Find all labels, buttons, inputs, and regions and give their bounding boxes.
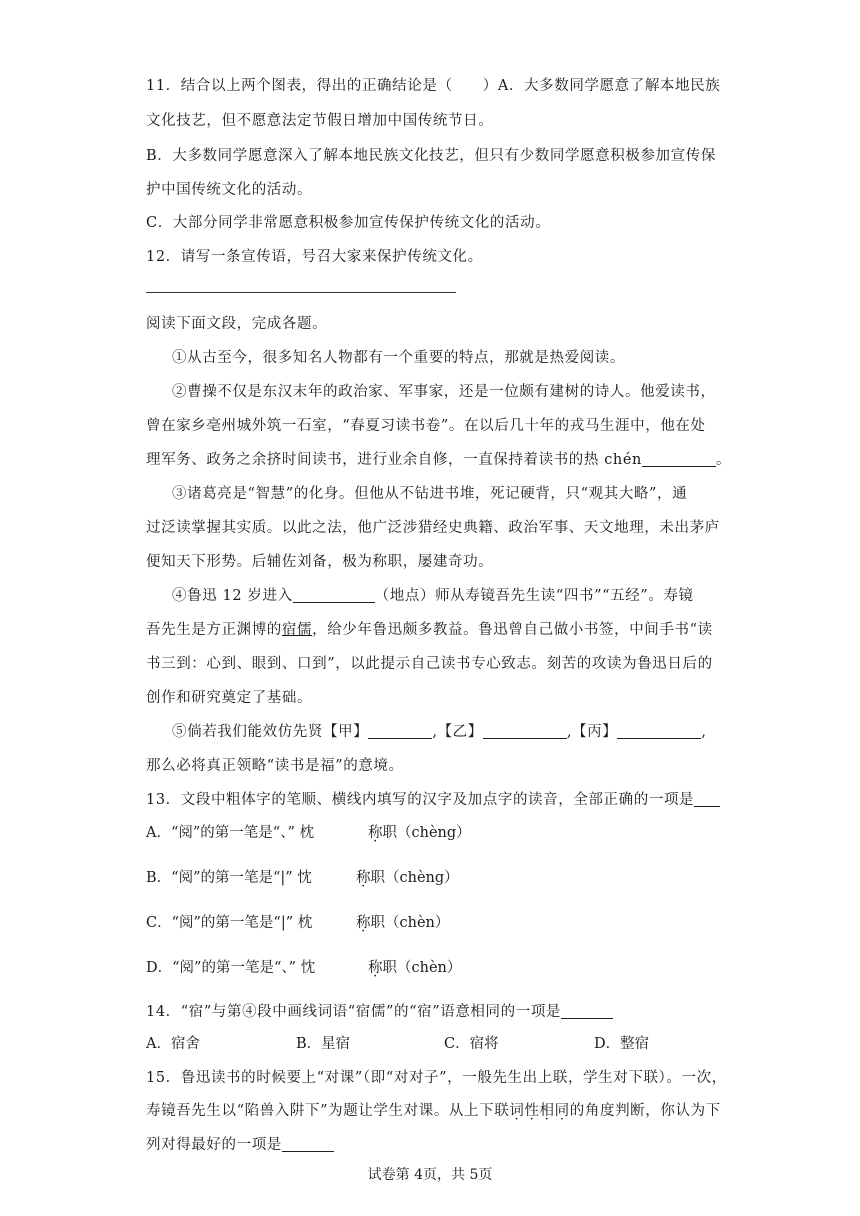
para-3-line1: ③诸葛亮是“智慧”的化身。但他从不钻进书堆，死记硬背，只“观其大略”，通 xyxy=(172,486,688,502)
dotted-char: 性 xyxy=(524,1103,540,1119)
para-5-line1: ⑤倘若我们能效仿先贤【甲】 ,【乙】 ,【丙】 , xyxy=(172,724,707,740)
q13-option-c-left[interactable]: C．“阅”的第一笔是“|” 枕 xyxy=(146,915,313,931)
q13-option-b-right[interactable]: 称职（chèng） xyxy=(356,870,459,886)
underlined-term: 宿儒 xyxy=(281,622,313,638)
dotted-char: 词 xyxy=(509,1103,525,1119)
blank-yi[interactable] xyxy=(483,724,567,739)
dotted-char: 相 xyxy=(539,1103,555,1119)
q12-prompt: 12．请写一条宣传语，号召大家来保护传统文化。 xyxy=(146,249,483,265)
q14-option-b[interactable]: B．星宿 xyxy=(296,1036,351,1052)
blank-chen[interactable] xyxy=(642,452,716,467)
q15-line3: 列对得最好的一项是 xyxy=(146,1133,334,1154)
para-4-line2: 吾先生是方正渊博的宿儒，给少年鲁迅颇多教益。鲁迅曾自己做小书签，中间手书“读 xyxy=(146,622,713,638)
q15-line1: 15．鲁迅读书的时候要上“对课”（即“对对子”，一般先生出上联，学生对下联）。一次， xyxy=(146,1070,727,1086)
q14-option-c[interactable]: C．宿将 xyxy=(444,1036,499,1052)
q11-line1: 11．结合以上两个图表，得出的正确结论是（ ）A．大多数同学愿意了解本地民族 xyxy=(146,78,721,94)
page-footer: 试卷第 4页，共 5页 xyxy=(367,1167,493,1183)
q13-option-d-right[interactable]: 称职（chèn） xyxy=(368,960,462,976)
reading-intro: 阅读下面文段，完成各题。 xyxy=(146,316,328,332)
q13-answer-blank[interactable] xyxy=(694,792,720,807)
para-4-line3: 书三到：心到、眼到、口到”，以此提示自己读书专心致志。刻苦的攻读为鲁迅日后的 xyxy=(146,656,713,672)
para-4-line4: 创作和研究奠定了基础。 xyxy=(146,690,313,706)
para-3-line3: 便知天下形势。后辅佐刘备，极为称职，屡建奇功。 xyxy=(146,554,494,570)
para-2-line3: 理军务、政务之余挤时间读书，进行业余自修，一直保持着读书的热 chén 。 xyxy=(146,452,732,468)
q14-option-a[interactable]: A．宿舍 xyxy=(146,1036,200,1052)
para-1: ①从古至今，很多知名人物都有一个重要的特点，那就是热爱阅读。 xyxy=(172,350,625,366)
q11-option-b-line2: 护中国传统文化的活动。 xyxy=(146,182,313,198)
q13-option-d-left[interactable]: D．“阅”的第一笔是“、” 忱 xyxy=(146,960,316,976)
q11-option-b-line1: B．大多数同学愿意深入了解本地民族文化技艺，但只有少数同学愿意积极参加宣传保 xyxy=(146,148,716,164)
q15-answer-blank[interactable] xyxy=(282,1137,334,1152)
para-2-line2: 曾在家乡亳州城外筑一石室，“春夏习读书卷”。在以后几十年的戎马生涯中，他在处 xyxy=(146,418,706,434)
para-2-line1: ②曹操不仅是东汉末年的政治家、军事家，还是一位颇有建树的诗人。他爱读书， xyxy=(172,384,716,400)
q11-option-c: C．大部分同学非常愿意积极参加宣传保护传统文化的活动。 xyxy=(146,215,551,231)
q14-answer-blank[interactable] xyxy=(561,1004,613,1019)
para-3-line2: 过泛读掌握其实质。以此之法，他广泛涉猎经史典籍、政治军事、天文地理，未出茅庐 xyxy=(146,520,720,536)
q13-option-b-left[interactable]: B．“阅”的第一笔是“|” 忱 xyxy=(146,870,312,886)
q15-line2: 寿镜吾先生以“陷兽入阱下”为题让学生对课。从上下联词性相同的角度判断，你认为下 xyxy=(146,1103,721,1119)
para-5-line2: 那么必将真正领略“读书是福”的意境。 xyxy=(146,758,404,774)
q13-option-a-left[interactable]: A．“阅”的第一笔是“、” 枕 xyxy=(146,825,314,841)
q14-option-d[interactable]: D．整宿 xyxy=(594,1036,650,1052)
q13-option-a-right[interactable]: 称职（chèng） xyxy=(368,825,471,841)
q14-stem: 14．“宿”与第④段中画线词语“宿儒”的“宿”语意相同的一项是 xyxy=(146,1000,613,1021)
dotted-char: 同 xyxy=(554,1103,570,1119)
q11-line2: 文化技艺，但不愿意法定节假日增加中国传统节日。 xyxy=(146,113,494,129)
blank-bing[interactable] xyxy=(617,724,701,739)
blank-location[interactable] xyxy=(293,588,375,603)
dotted-phrase xyxy=(509,1103,569,1119)
para-4-line1: ④鲁迅 12 岁进入 （地点）师从寿镜吾先生读“四书”“五经”。寿镜 xyxy=(172,588,694,604)
q12-answer-line[interactable] xyxy=(146,292,456,293)
q13-stem: 13．文段中粗体字的笔顺、横线内填写的汉字及加点字的读音，全部正确的一项是 xyxy=(146,788,720,809)
blank-jia[interactable] xyxy=(368,724,432,739)
q13-option-c-right[interactable]: 称职（chèn） xyxy=(356,915,450,931)
